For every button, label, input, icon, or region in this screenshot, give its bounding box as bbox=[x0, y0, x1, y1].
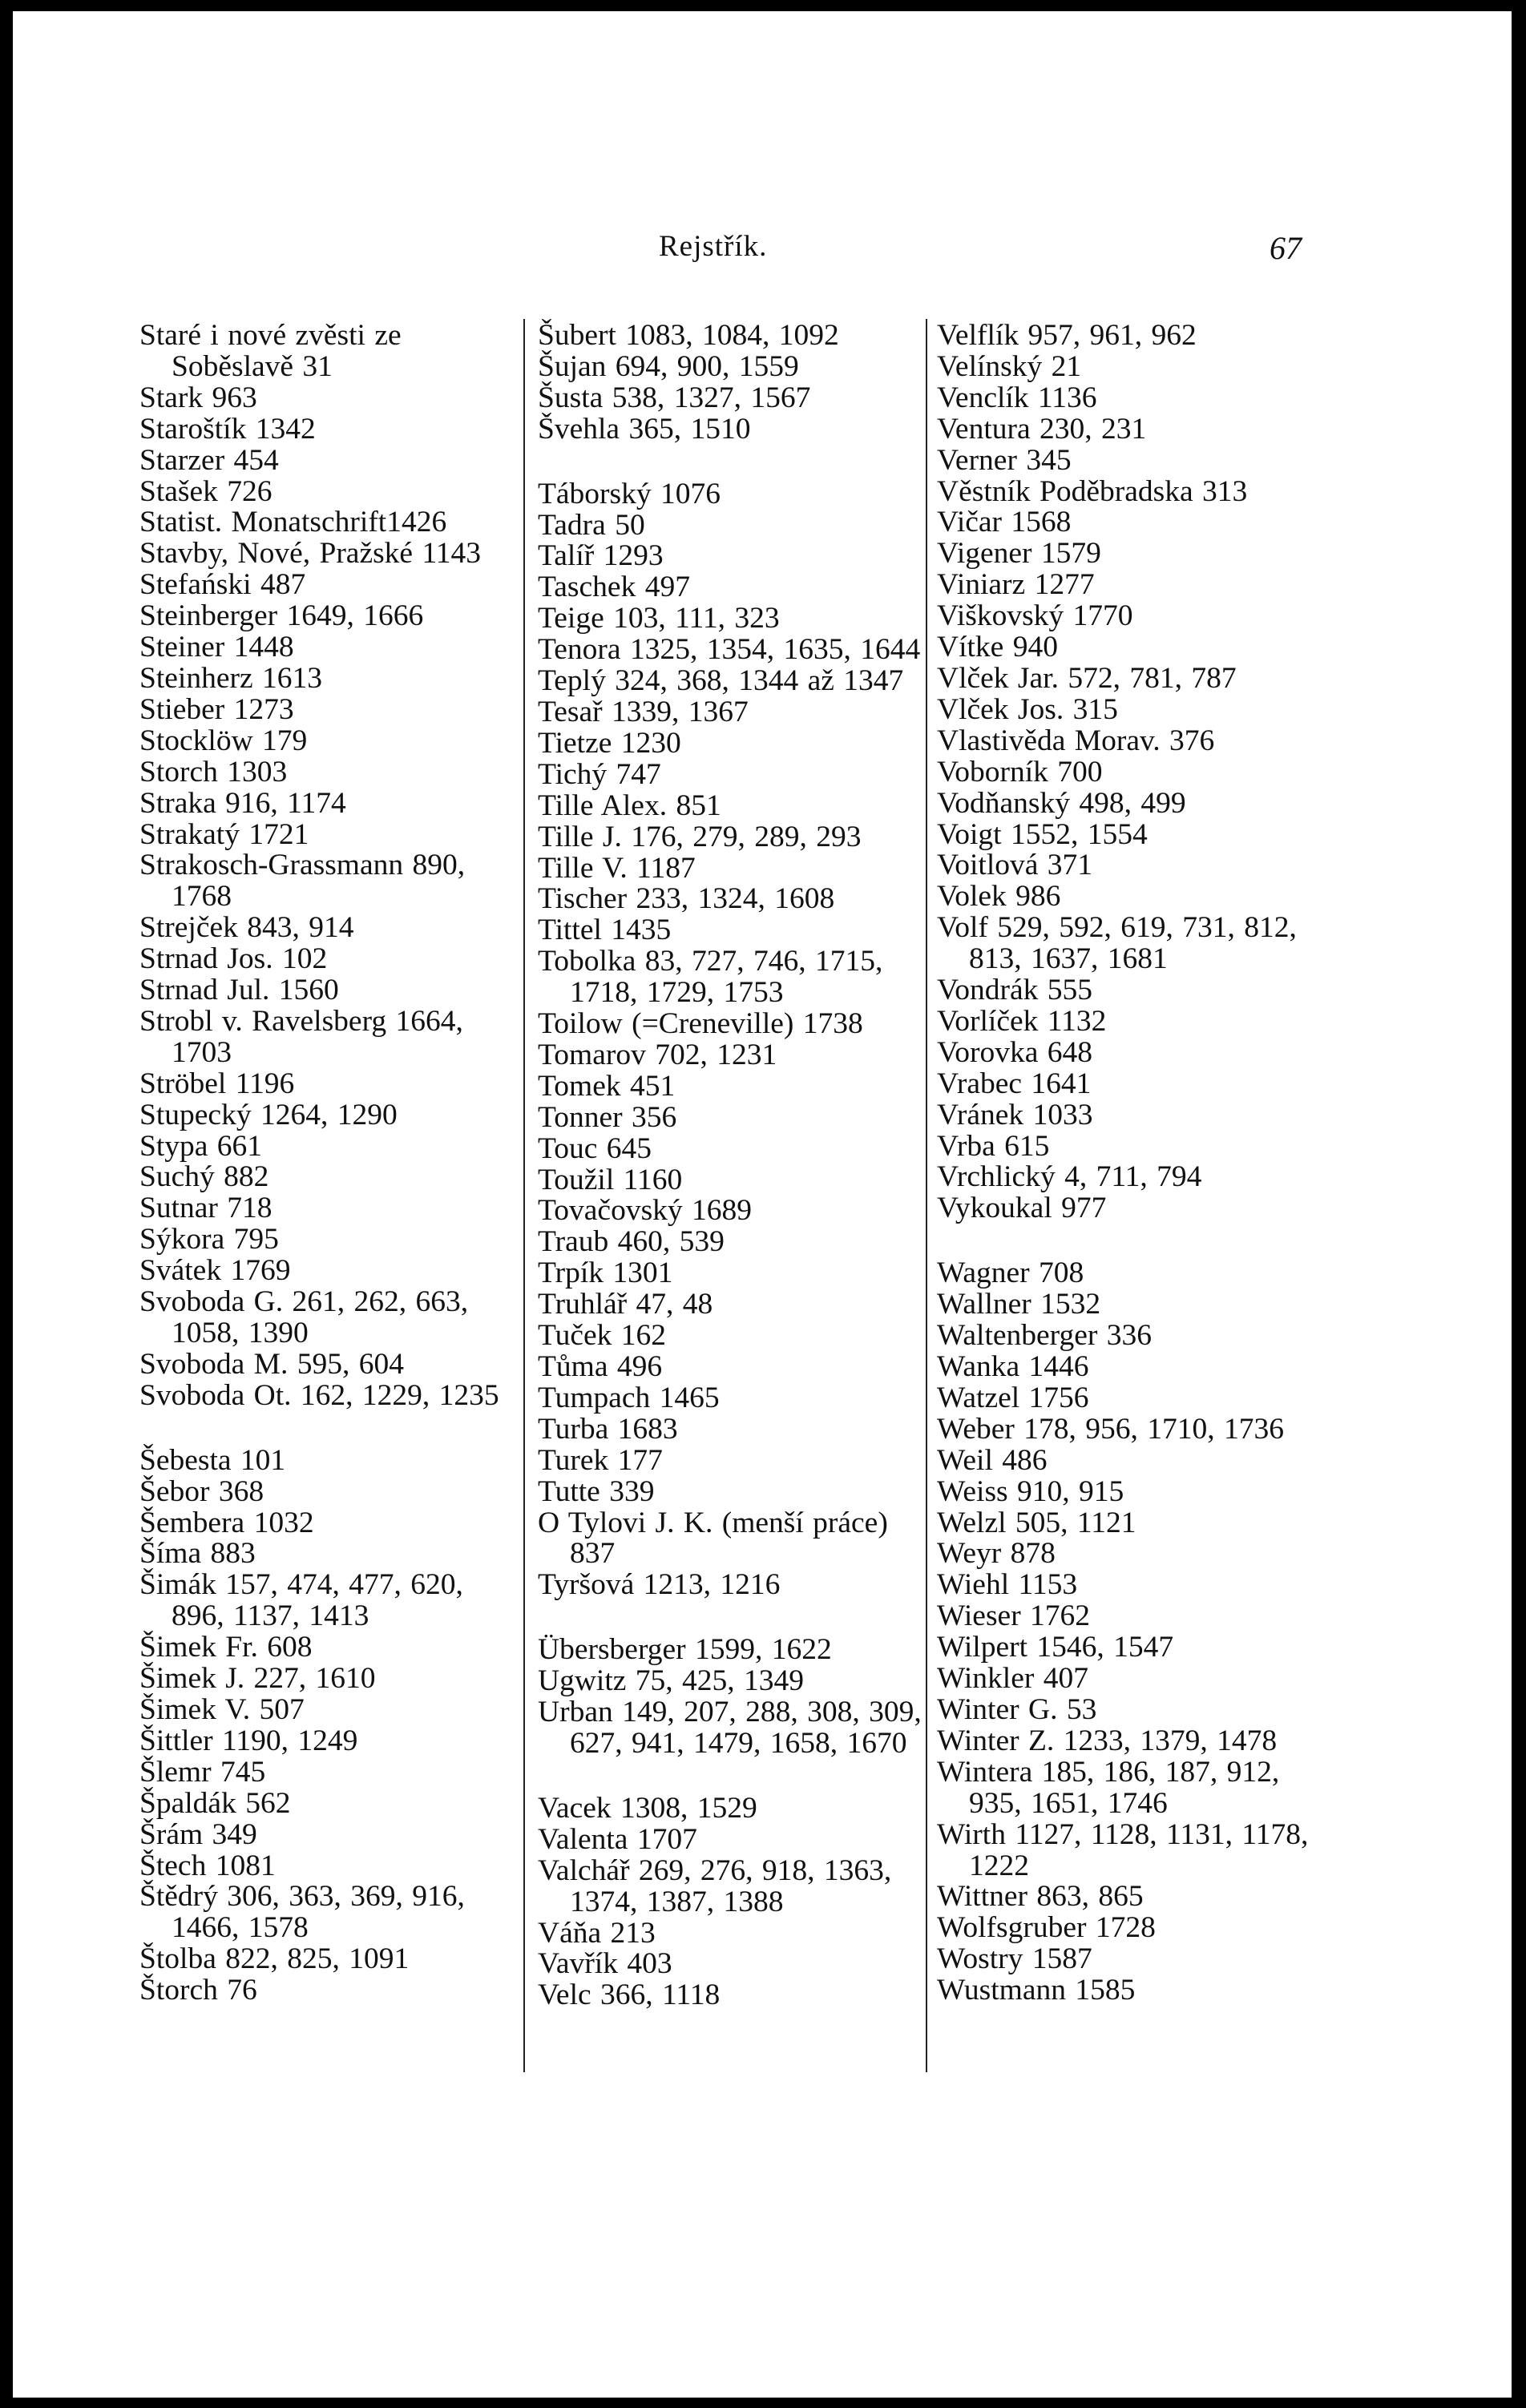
index-entry: Stašek 726 bbox=[139, 474, 272, 508]
index-entry: Teige 103, 111, 323 bbox=[538, 602, 780, 635]
index-entry: Vavřík 403 bbox=[538, 1947, 672, 1981]
index-entry: Waltenberger 336 bbox=[937, 1319, 1152, 1353]
index-entry: Táborský 1076 bbox=[538, 477, 721, 510]
index-column-1 bbox=[139, 321, 515, 2007]
index-entry: Wustmann 1585 bbox=[937, 1974, 1136, 2007]
index-entry: Weyr 878 bbox=[937, 1537, 1056, 1571]
index-entry: Tille Alex. 851 bbox=[538, 789, 721, 822]
index-entry: Vorlíček 1132 bbox=[937, 1004, 1107, 1038]
index-entry: Váňa 213 bbox=[538, 1916, 656, 1950]
index-entry: Šimek Fr. 608 bbox=[139, 1631, 313, 1664]
index-entry: Svoboda G. 261, 262, 663, 1058, 1390 bbox=[139, 1285, 469, 1349]
running-title: Rejstřík. bbox=[659, 230, 768, 263]
index-entry: Valchář 269, 276, 918, 1363, 1374, 1387, 1388 bbox=[538, 1853, 892, 1918]
index-entry: Teplý 324, 368, 1344 až 1347 bbox=[538, 664, 904, 698]
index-entry: Strobl v. Ravelsberg 1664, 1703 bbox=[139, 1004, 463, 1069]
index-entry: Voborník 700 bbox=[937, 755, 1103, 789]
index-entry: Vodňanský 498, 499 bbox=[937, 786, 1186, 820]
index-column-3 bbox=[937, 321, 1328, 2007]
index-entry: Šittler 1190, 1249 bbox=[139, 1724, 358, 1757]
index-entry: Štědrý 306, 363, 369, 916, 1466, 1578 bbox=[139, 1880, 465, 1945]
index-entry: Vrchlický 4, 711, 794 bbox=[937, 1160, 1202, 1194]
index-entry: Vlček Jos. 315 bbox=[937, 692, 1118, 726]
index-entry: Šusta 538, 1327, 1567 bbox=[538, 381, 811, 414]
index-entry: Wolfsgruber 1728 bbox=[937, 1911, 1156, 1945]
index-entry: Wieser 1762 bbox=[937, 1599, 1091, 1633]
index-entry: Vacek 1308, 1529 bbox=[538, 1791, 757, 1825]
index-entry: Vigener 1579 bbox=[937, 537, 1101, 571]
index-entry: Stefański 487 bbox=[139, 568, 306, 602]
index-entry: Viškovský 1770 bbox=[937, 599, 1133, 633]
index-entry: Vránek 1033 bbox=[937, 1098, 1093, 1131]
index-entry: Svoboda M. 595, 604 bbox=[139, 1347, 404, 1381]
index-entry: Stieber 1273 bbox=[139, 692, 294, 726]
section-gap bbox=[538, 1601, 922, 1635]
index-entry: Špaldák 562 bbox=[139, 1786, 291, 1820]
index-entry: Ströbel 1196 bbox=[139, 1067, 295, 1100]
index-entry: Strakosch-Grassmann 890, 1768 bbox=[139, 849, 466, 914]
index-entry: Tesař 1339, 1367 bbox=[538, 695, 749, 728]
index-entry: Valenta 1707 bbox=[538, 1822, 697, 1856]
index-entry: Traub 460, 539 bbox=[538, 1225, 725, 1259]
index-entry: Stupecký 1264, 1290 bbox=[139, 1098, 398, 1131]
index-entry: Tyršová 1213, 1216 bbox=[538, 1568, 781, 1602]
index-entry: Steiner 1448 bbox=[139, 631, 294, 664]
index-entry: Svátek 1769 bbox=[139, 1254, 291, 1288]
index-entry: Šrám 349 bbox=[139, 1817, 257, 1851]
index-entry: Stavby, Nové, Pražské 1143 bbox=[139, 537, 482, 571]
index-entry: Vrabec 1641 bbox=[937, 1067, 1092, 1100]
index-entry: Viniarz 1277 bbox=[937, 568, 1095, 602]
index-entry: Vondrák 555 bbox=[937, 974, 1093, 1007]
index-entry: Tadra 50 bbox=[538, 508, 645, 542]
index-entry: Šíma 883 bbox=[139, 1537, 256, 1571]
index-entry: Volek 986 bbox=[937, 880, 1061, 914]
index-entry: Štolba 822, 825, 1091 bbox=[139, 1942, 410, 1976]
index-entry: Statist. Monatschrift1426 bbox=[139, 506, 447, 539]
column-divider bbox=[926, 319, 927, 2072]
index-entry: Strejček 843, 914 bbox=[139, 911, 354, 945]
index-entry: Tonner 356 bbox=[538, 1100, 677, 1134]
index-entry: Winter G. 53 bbox=[937, 1692, 1097, 1726]
page bbox=[13, 11, 1512, 2398]
index-entry: Tittel 1435 bbox=[538, 914, 672, 947]
index-entry: Štorch 76 bbox=[139, 1974, 257, 2007]
index-entry: Touc 645 bbox=[538, 1131, 652, 1165]
index-entry: Welzl 505, 1121 bbox=[937, 1506, 1136, 1539]
index-entry: Šlemr 745 bbox=[139, 1755, 266, 1789]
index-entry: Wilpert 1546, 1547 bbox=[937, 1631, 1174, 1664]
index-entry: Velínský 21 bbox=[937, 349, 1082, 383]
index-entry: Tille J. 176, 279, 289, 293 bbox=[538, 820, 862, 853]
index-entry: Ventura 230, 231 bbox=[937, 412, 1147, 446]
index-entry: Šembera 1032 bbox=[139, 1506, 314, 1539]
index-entry: Steinberger 1649, 1666 bbox=[139, 599, 424, 633]
index-entry: Velc 366, 1118 bbox=[538, 1978, 721, 2012]
index-entry: Šimek J. 227, 1610 bbox=[139, 1662, 376, 1696]
index-entry: Stocklöw 179 bbox=[139, 724, 308, 757]
index-entry: Wallner 1532 bbox=[937, 1288, 1101, 1321]
index-entry: Wiehl 1153 bbox=[937, 1568, 1078, 1602]
index-entry: Tille V. 1187 bbox=[538, 851, 696, 885]
index-entry: Wirth 1127, 1128, 1131, 1178, 1222 bbox=[937, 1817, 1309, 1882]
page-header bbox=[13, 229, 1512, 277]
index-entry: Starzer 454 bbox=[139, 443, 279, 477]
index-entry: Venclík 1136 bbox=[937, 381, 1097, 414]
index-entry: Watzel 1756 bbox=[937, 1381, 1089, 1414]
index-entry: Strnad Jul. 1560 bbox=[139, 974, 339, 1007]
index-entry: Švehla 365, 1510 bbox=[538, 412, 751, 446]
index-entry: Šimák 157, 474, 477, 620, 896, 1137, 1413 bbox=[139, 1568, 463, 1633]
index-entry: Toužil 1160 bbox=[538, 1163, 683, 1196]
index-entry: Vičar 1568 bbox=[937, 506, 1072, 539]
index-entry: Štech 1081 bbox=[139, 1849, 276, 1882]
index-entry: Volf 529, 592, 619, 731, 812, 813, 1637, 1681 bbox=[937, 911, 1297, 976]
index-entry: Taschek 497 bbox=[538, 571, 690, 604]
index-entry: Tomarov 702, 1231 bbox=[538, 1038, 777, 1071]
section-gap bbox=[139, 1412, 515, 1446]
section-gap bbox=[538, 1760, 922, 1793]
index-entry: Strnad Jos. 102 bbox=[139, 942, 328, 976]
index-entry: Wittner 863, 865 bbox=[937, 1880, 1144, 1914]
index-entry: Wagner 708 bbox=[937, 1256, 1084, 1290]
index-entry: Tutte 339 bbox=[538, 1474, 655, 1508]
index-entry: Truhlář 47, 48 bbox=[538, 1288, 713, 1321]
index-entry: Trpík 1301 bbox=[538, 1256, 673, 1290]
index-entry: Vorovka 648 bbox=[937, 1035, 1093, 1069]
index-entry: Turek 177 bbox=[538, 1443, 663, 1477]
index-entry: Šebor 368 bbox=[139, 1474, 264, 1508]
index-entry: Šujan 694, 900, 1559 bbox=[538, 349, 799, 383]
index-entry: Tuček 162 bbox=[538, 1319, 667, 1353]
index-entry: Voigt 1552, 1554 bbox=[937, 817, 1148, 851]
index-entry: Vykoukal 977 bbox=[937, 1192, 1107, 1225]
index-entry: Staroštík 1342 bbox=[139, 412, 316, 446]
index-entry: Sýkora 795 bbox=[139, 1223, 279, 1256]
index-entry: Tichý 747 bbox=[538, 757, 661, 791]
index-entry: Verner 345 bbox=[937, 443, 1072, 477]
index-entry: Talíř 1293 bbox=[538, 539, 664, 573]
index-entry: Wintera 185, 186, 187, 912, 935, 1651, 1746 bbox=[937, 1755, 1280, 1820]
index-entry: Wostry 1587 bbox=[937, 1942, 1092, 1976]
index-entry: Winkler 407 bbox=[937, 1662, 1088, 1696]
index-entry: Tobolka 83, 727, 746, 1715, 1718, 1729, 1753 bbox=[538, 945, 883, 1010]
index-entry: Vítke 940 bbox=[937, 631, 1058, 664]
index-entry: Winter Z. 1233, 1379, 1478 bbox=[937, 1724, 1278, 1757]
index-entry: Šubert 1083, 1084, 1092 bbox=[538, 319, 839, 352]
index-entry: Šimek V. 507 bbox=[139, 1692, 305, 1726]
index-entry: Stark 963 bbox=[139, 381, 257, 414]
index-entry: Steinherz 1613 bbox=[139, 661, 322, 695]
column-divider bbox=[523, 319, 525, 2072]
index-entry: O Tylovi J. K. (menší práce) 837 bbox=[538, 1506, 888, 1571]
index-entry: Suchý 882 bbox=[139, 1160, 269, 1194]
index-entry: Straka 916, 1174 bbox=[139, 786, 346, 820]
index-entry: Tietze 1230 bbox=[538, 726, 681, 760]
index-entry: Tůma 496 bbox=[538, 1350, 663, 1383]
index-entry: Stypa 661 bbox=[139, 1129, 263, 1163]
index-entry: Vrba 615 bbox=[937, 1129, 1050, 1163]
index-entry: Svoboda Ot. 162, 1229, 1235 bbox=[139, 1378, 499, 1412]
section-gap bbox=[538, 446, 922, 479]
index-entry: Toilow (=Creneville) 1738 bbox=[538, 1007, 863, 1041]
index-entry: Tovačovský 1689 bbox=[538, 1194, 753, 1228]
index-column-2 bbox=[538, 321, 922, 2011]
index-entry: Storch 1303 bbox=[139, 755, 288, 789]
index-entry: Ugwitz 75, 425, 1349 bbox=[538, 1664, 805, 1698]
index-entry: Tomek 451 bbox=[538, 1069, 676, 1103]
index-entry: Tumpach 1465 bbox=[538, 1381, 720, 1414]
index-entry: Tischer 233, 1324, 1608 bbox=[538, 882, 835, 916]
index-entry: Vlček Jar. 572, 781, 787 bbox=[937, 661, 1237, 695]
index-entry: Wanka 1446 bbox=[937, 1350, 1089, 1383]
page-number: 67 bbox=[1270, 230, 1302, 266]
index-entry: Turba 1683 bbox=[538, 1412, 678, 1446]
section-gap bbox=[937, 1224, 1328, 1258]
index-entry: Věstník Poděbradska 313 bbox=[937, 474, 1248, 508]
index-entry: Weil 486 bbox=[937, 1443, 1048, 1477]
index-entry: Tenora 1325, 1354, 1635, 1644 bbox=[538, 633, 921, 667]
index-entry: Staré i nové zvěsti ze Soběslavě 31 bbox=[139, 319, 402, 383]
index-entry: Sutnar 718 bbox=[139, 1192, 272, 1225]
index-entry: Šebesta 101 bbox=[139, 1443, 286, 1477]
index-entry: Vlastivěda Morav. 376 bbox=[937, 724, 1215, 757]
index-entry: Strakatý 1721 bbox=[139, 817, 309, 851]
index-entry: Übersberger 1599, 1622 bbox=[538, 1633, 832, 1667]
index-entry: Voitlová 371 bbox=[937, 849, 1093, 882]
index-entry: Urban 149, 207, 288, 308, 309, 627, 941, 1479, 1658, 1670 bbox=[538, 1696, 922, 1760]
index-entry: Weiss 910, 915 bbox=[937, 1474, 1124, 1508]
index-entry: Velflík 957, 961, 962 bbox=[937, 319, 1197, 352]
index-entry: Weber 178, 956, 1710, 1736 bbox=[937, 1412, 1285, 1446]
